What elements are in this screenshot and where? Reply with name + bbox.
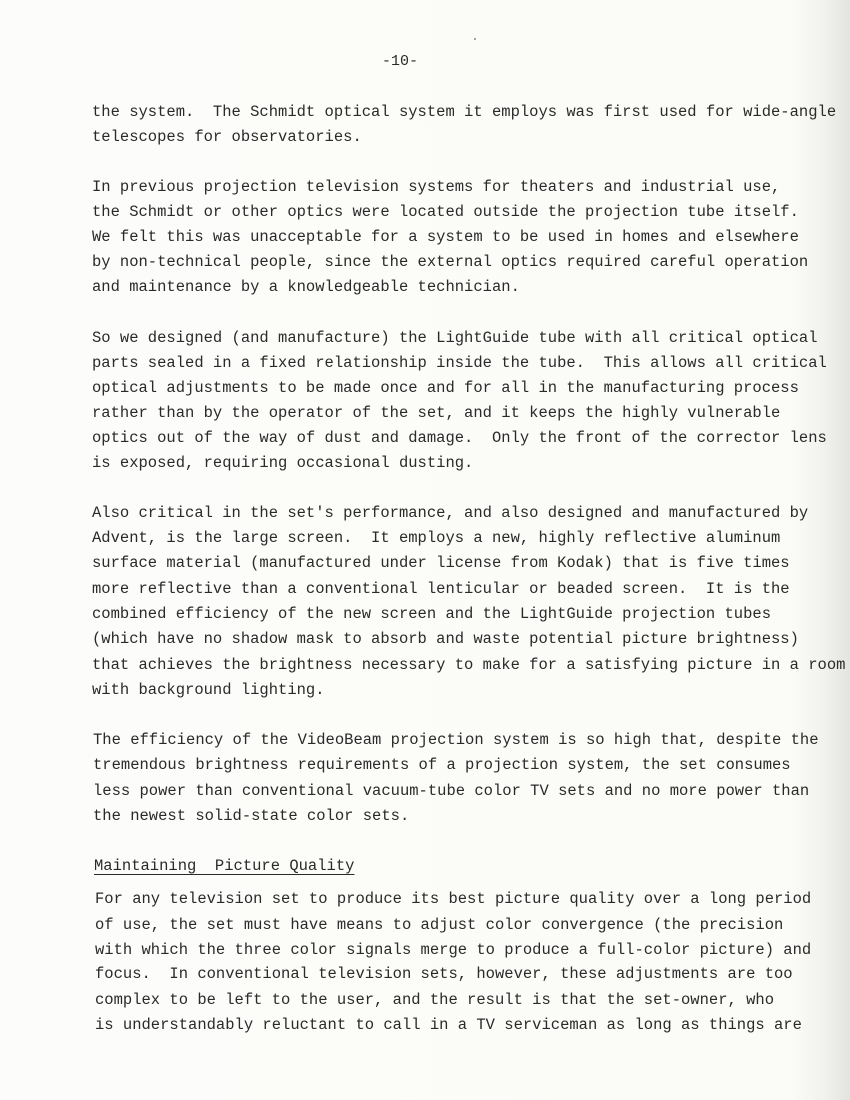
paragraph-line: that achieves the brightness necessary to make for a satisfying picture in a room: [92, 656, 846, 674]
paragraph-line: (which have no shadow mask to absorb and waste potential picture brightness): [92, 630, 799, 648]
paragraph-line: with background lighting.: [92, 681, 325, 699]
paragraph-line: combined efficiency of the new screen and the LightGuide projection tubes: [92, 605, 772, 623]
page-number: -10-: [381, 53, 418, 70]
paragraph-line: the newest solid-state color sets.: [93, 807, 410, 825]
paragraph-line: complex to be left to the user, and the result is that the set-owner, who: [95, 991, 775, 1009]
paragraph-line: surface material (manufactured under license from Kodak) that is five times: [92, 554, 790, 572]
paragraph-line: rather than by the operator of the set, and it keeps the highly vulnerable: [92, 404, 781, 422]
paragraph-line: by non-technical people, since the external optics required careful operation: [92, 253, 809, 271]
paragraph-line: Advent, is the large screen. It employs a new, highly reflective aluminum: [92, 529, 781, 547]
paragraph-line: Also critical in the set's performance, and also designed and manufactured by: [92, 504, 809, 522]
paragraph-line: parts sealed in a fixed relationship inside the tube. This allows all critical: [92, 354, 827, 372]
paragraph-line: of use, the set must have means to adjust color convergence (the precision: [95, 916, 784, 934]
paragraph-line: is exposed, requiring occasional dusting.: [92, 454, 474, 472]
paragraph-line: telescopes for observatories.: [92, 128, 362, 146]
paragraph-line: For any television set to produce its best picture quality over a long period: [95, 890, 812, 908]
paragraph-line: optics out of the way of dust and damage. Only the front of the corrector lens: [92, 429, 827, 447]
paragraph-line: focus. In conventional television sets, however, these adjustments are too: [95, 965, 793, 983]
section-heading: Maintaining Picture Quality: [94, 857, 355, 875]
paragraph-line: the system. The Schmidt optical system it employs was first used for wide-angle: [92, 103, 837, 121]
paragraph-line: less power than conventional vacuum-tube color TV sets and no more power than: [93, 782, 810, 800]
paragraph-line: So we designed (and manufacture) the LightGuide tube with all critical optical: [92, 329, 818, 347]
paragraph-line: and maintenance by a knowledgeable technician.: [92, 278, 520, 296]
paper-speck: [474, 38, 476, 40]
paragraph-line: more reflective than a conventional lenticular or beaded screen. It is the: [92, 580, 790, 598]
paragraph-line: We felt this was unacceptable for a system to be used in homes and elsewhere: [92, 228, 799, 246]
paragraph-line: In previous projection television systems for theaters and industrial use,: [92, 178, 781, 196]
paragraph-line: optical adjustments to be made once and for all in the manufacturing process: [92, 379, 799, 397]
paragraph-line: with which the three color signals merge to produce a full-color picture) and: [95, 941, 812, 959]
paragraph-line: tremendous brightness requirements of a projection system, the set consumes: [93, 756, 791, 774]
paragraph-line: is understandably reluctant to call in a TV serviceman as long as things are: [95, 1016, 802, 1034]
paragraph-line: the Schmidt or other optics were located outside the projection tube itself.: [92, 203, 799, 221]
paragraph-line: The efficiency of the VideoBeam projection system is so high that, despite the: [93, 731, 819, 749]
